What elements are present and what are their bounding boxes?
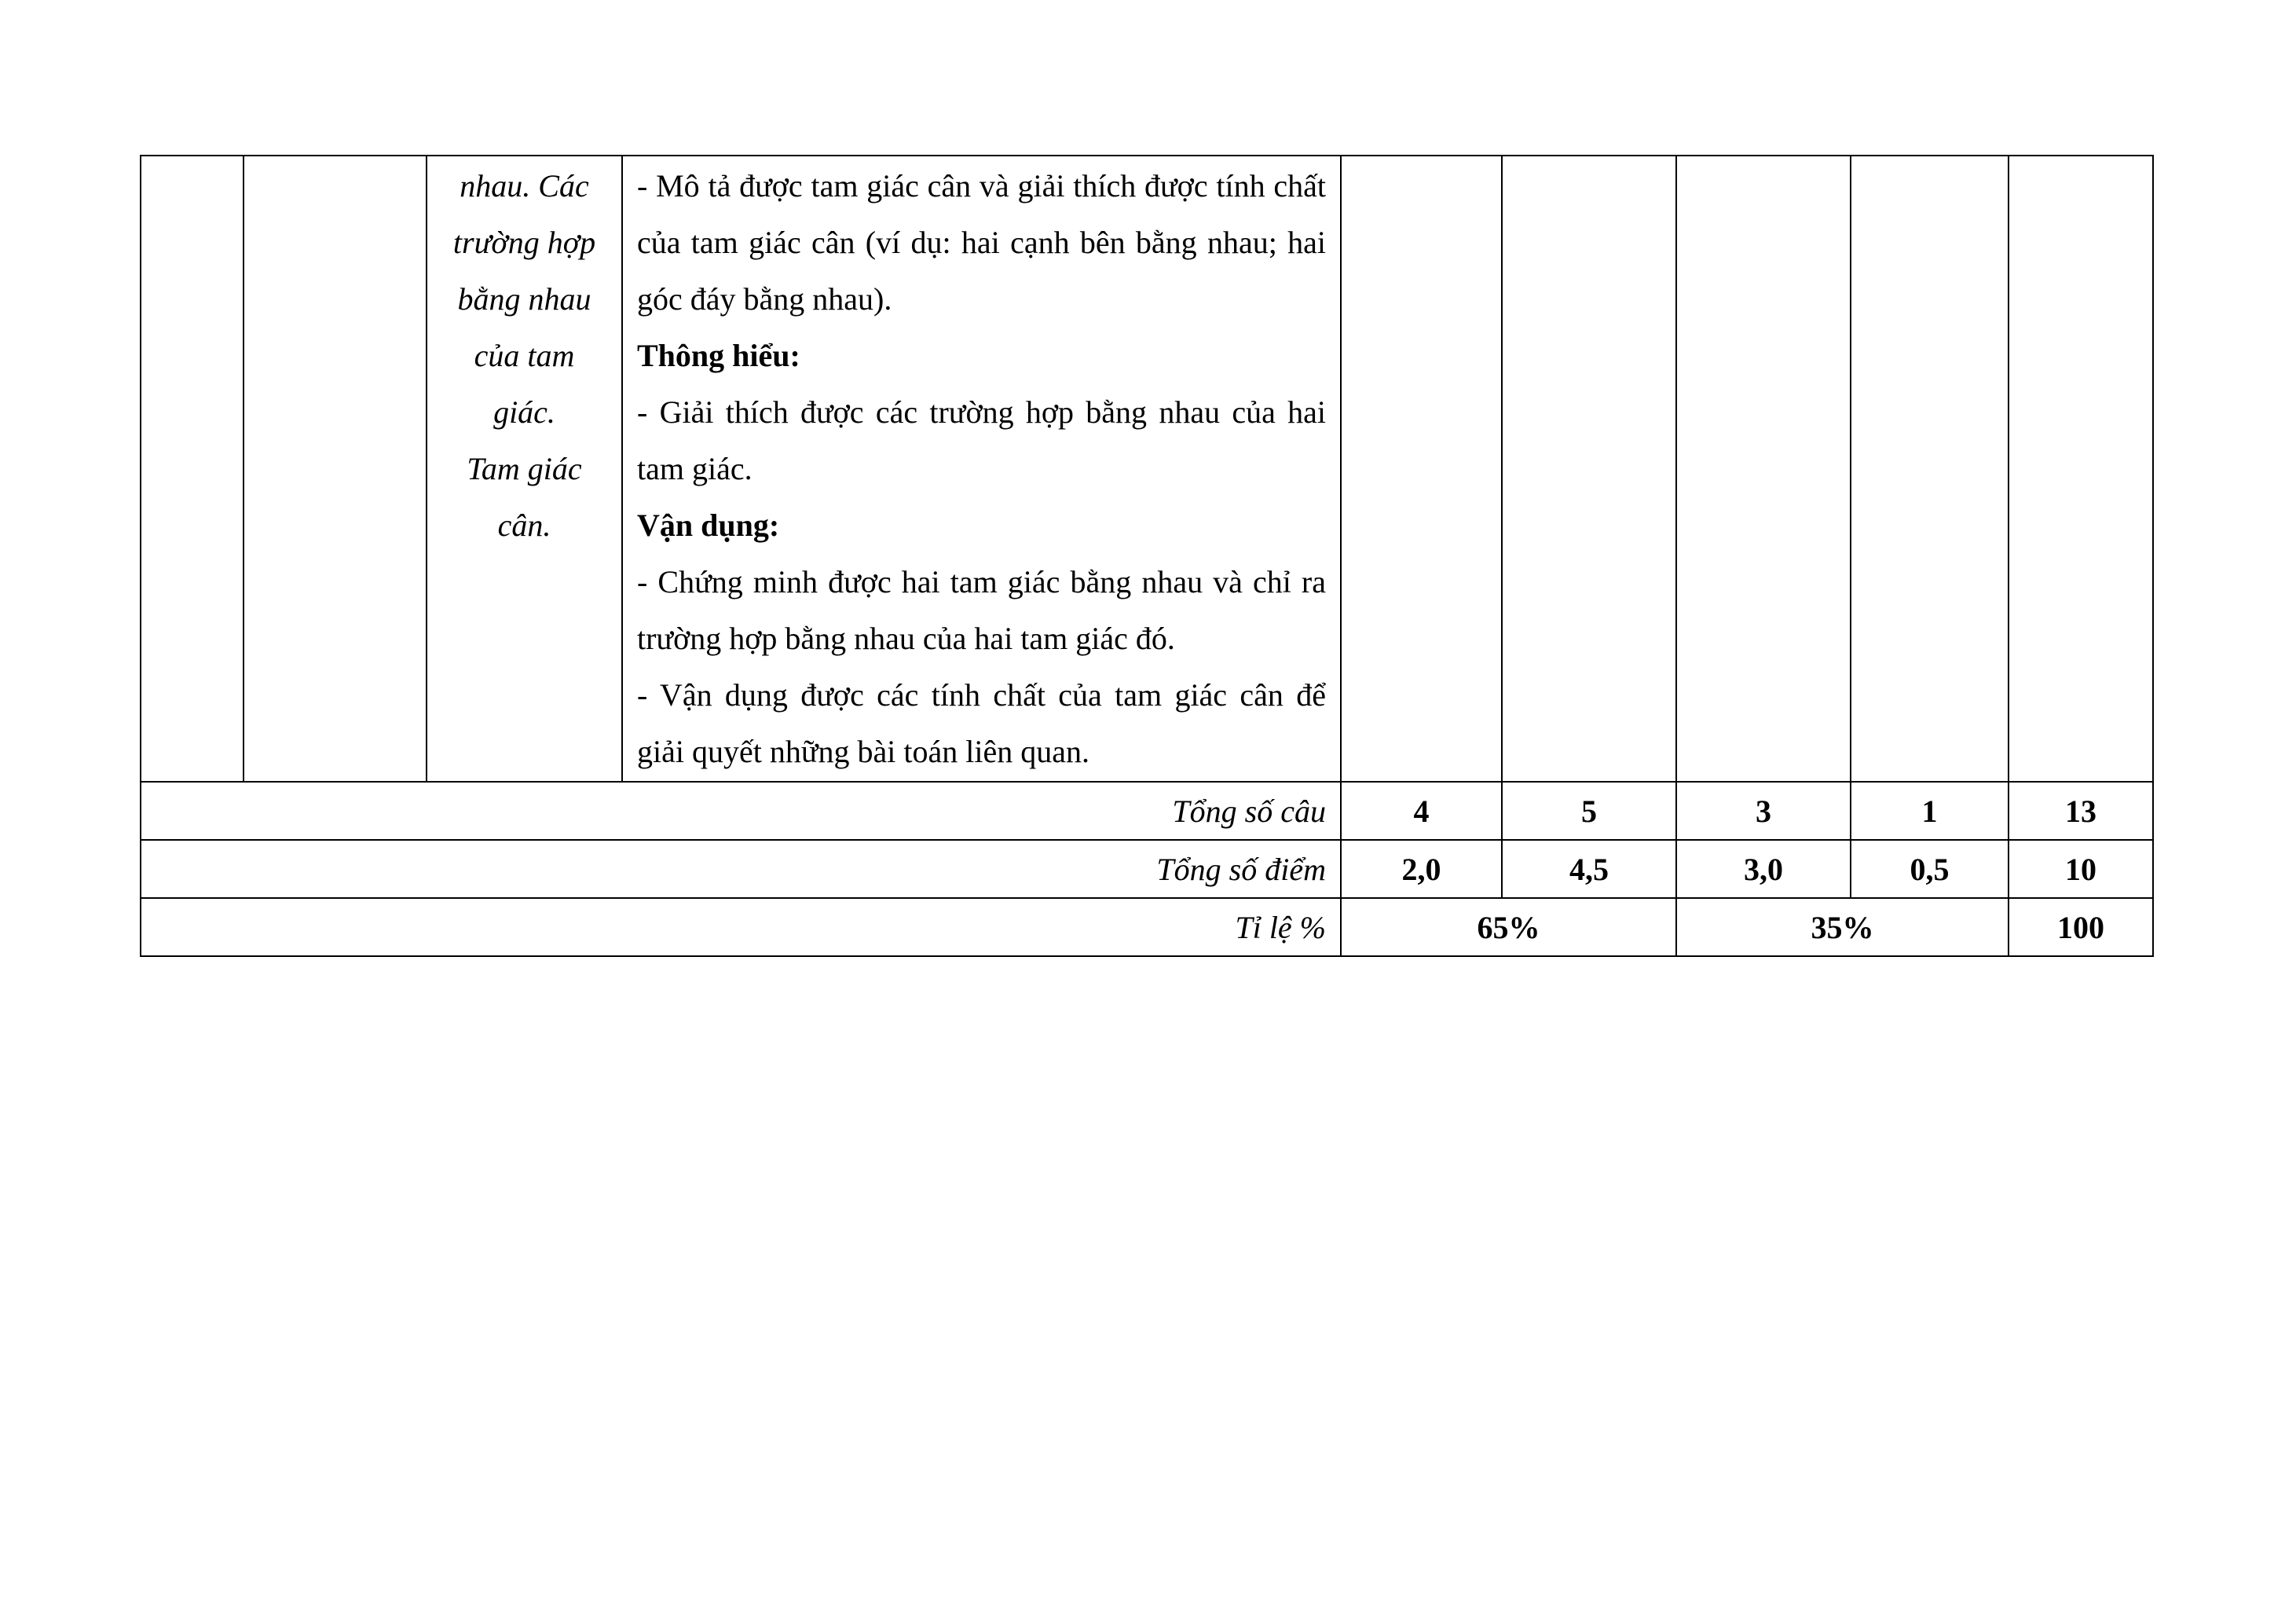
requirement-understanding: - Giải thích được các trường hợp bằng nhau của hai tam giác. (637, 394, 1326, 486)
assessment-matrix-table (140, 155, 2154, 957)
ratio-value: 100 (2009, 898, 2153, 956)
topic-line: trường hợp (452, 225, 596, 260)
total-questions-value: 5 (1502, 782, 1676, 840)
requirements-text (623, 156, 1340, 780)
cell-index (141, 156, 244, 782)
table-row-ratio (141, 898, 2153, 956)
topic-line: giác. (493, 394, 555, 430)
requirement-application-1: - Chứng minh được hai tam giác bằng nhau và chỉ ra trường hợp bằng nhau của hai tam giác đó. (637, 564, 1326, 656)
cell-topic (427, 156, 622, 782)
total-points-value: 4,5 (1502, 840, 1676, 898)
topic-line: Tam giác (467, 451, 582, 486)
table-row-total-points (141, 840, 2153, 898)
topic-line: của tam (474, 338, 575, 373)
total-points-label: Tổng số điểm (141, 840, 1341, 898)
ratio-label: Tỉ lệ % (141, 898, 1341, 956)
total-questions-value: 4 (1341, 782, 1502, 840)
topic-text (427, 156, 621, 554)
total-points-value: 0,5 (1851, 840, 2009, 898)
cell-requirements (622, 156, 1341, 782)
total-points-value: 3,0 (1676, 840, 1851, 898)
heading-understanding: Thông hiểu: (637, 338, 800, 373)
total-questions-value: 13 (2009, 782, 2153, 840)
table-row-total-questions (141, 782, 2153, 840)
cell-level-2 (1502, 156, 1676, 782)
cell-level-3 (1676, 156, 1851, 782)
total-points-value: 2,0 (1341, 840, 1502, 898)
requirement-application-2: - Vận dụng được các tính chất của tam giác cân để giải quyết những bài toán liên quan. (637, 677, 1326, 769)
table-row-content (141, 156, 2153, 782)
cell-total (2009, 156, 2153, 782)
cell-chapter (244, 156, 427, 782)
heading-application: Vận dụng: (637, 508, 780, 543)
topic-line: bằng nhau (457, 281, 591, 317)
cell-level-1 (1341, 156, 1502, 782)
total-questions-label: Tổng số câu (141, 782, 1341, 840)
ratio-value: 35% (1676, 898, 2009, 956)
cell-level-4 (1851, 156, 2009, 782)
requirement-recognition: - Mô tả được tam giác cân và giải thích được tính chất của tam giác cân (ví dụ: hai cạnh bên bằng nhau; hai góc đáy bằng nhau). (637, 168, 1326, 317)
topic-line: cân. (497, 508, 551, 543)
total-points-value: 10 (2009, 840, 2153, 898)
ratio-value: 65% (1341, 898, 1676, 956)
total-questions-value: 1 (1851, 782, 2009, 840)
total-questions-value: 3 (1676, 782, 1851, 840)
topic-line: nhau. Các (460, 168, 589, 203)
